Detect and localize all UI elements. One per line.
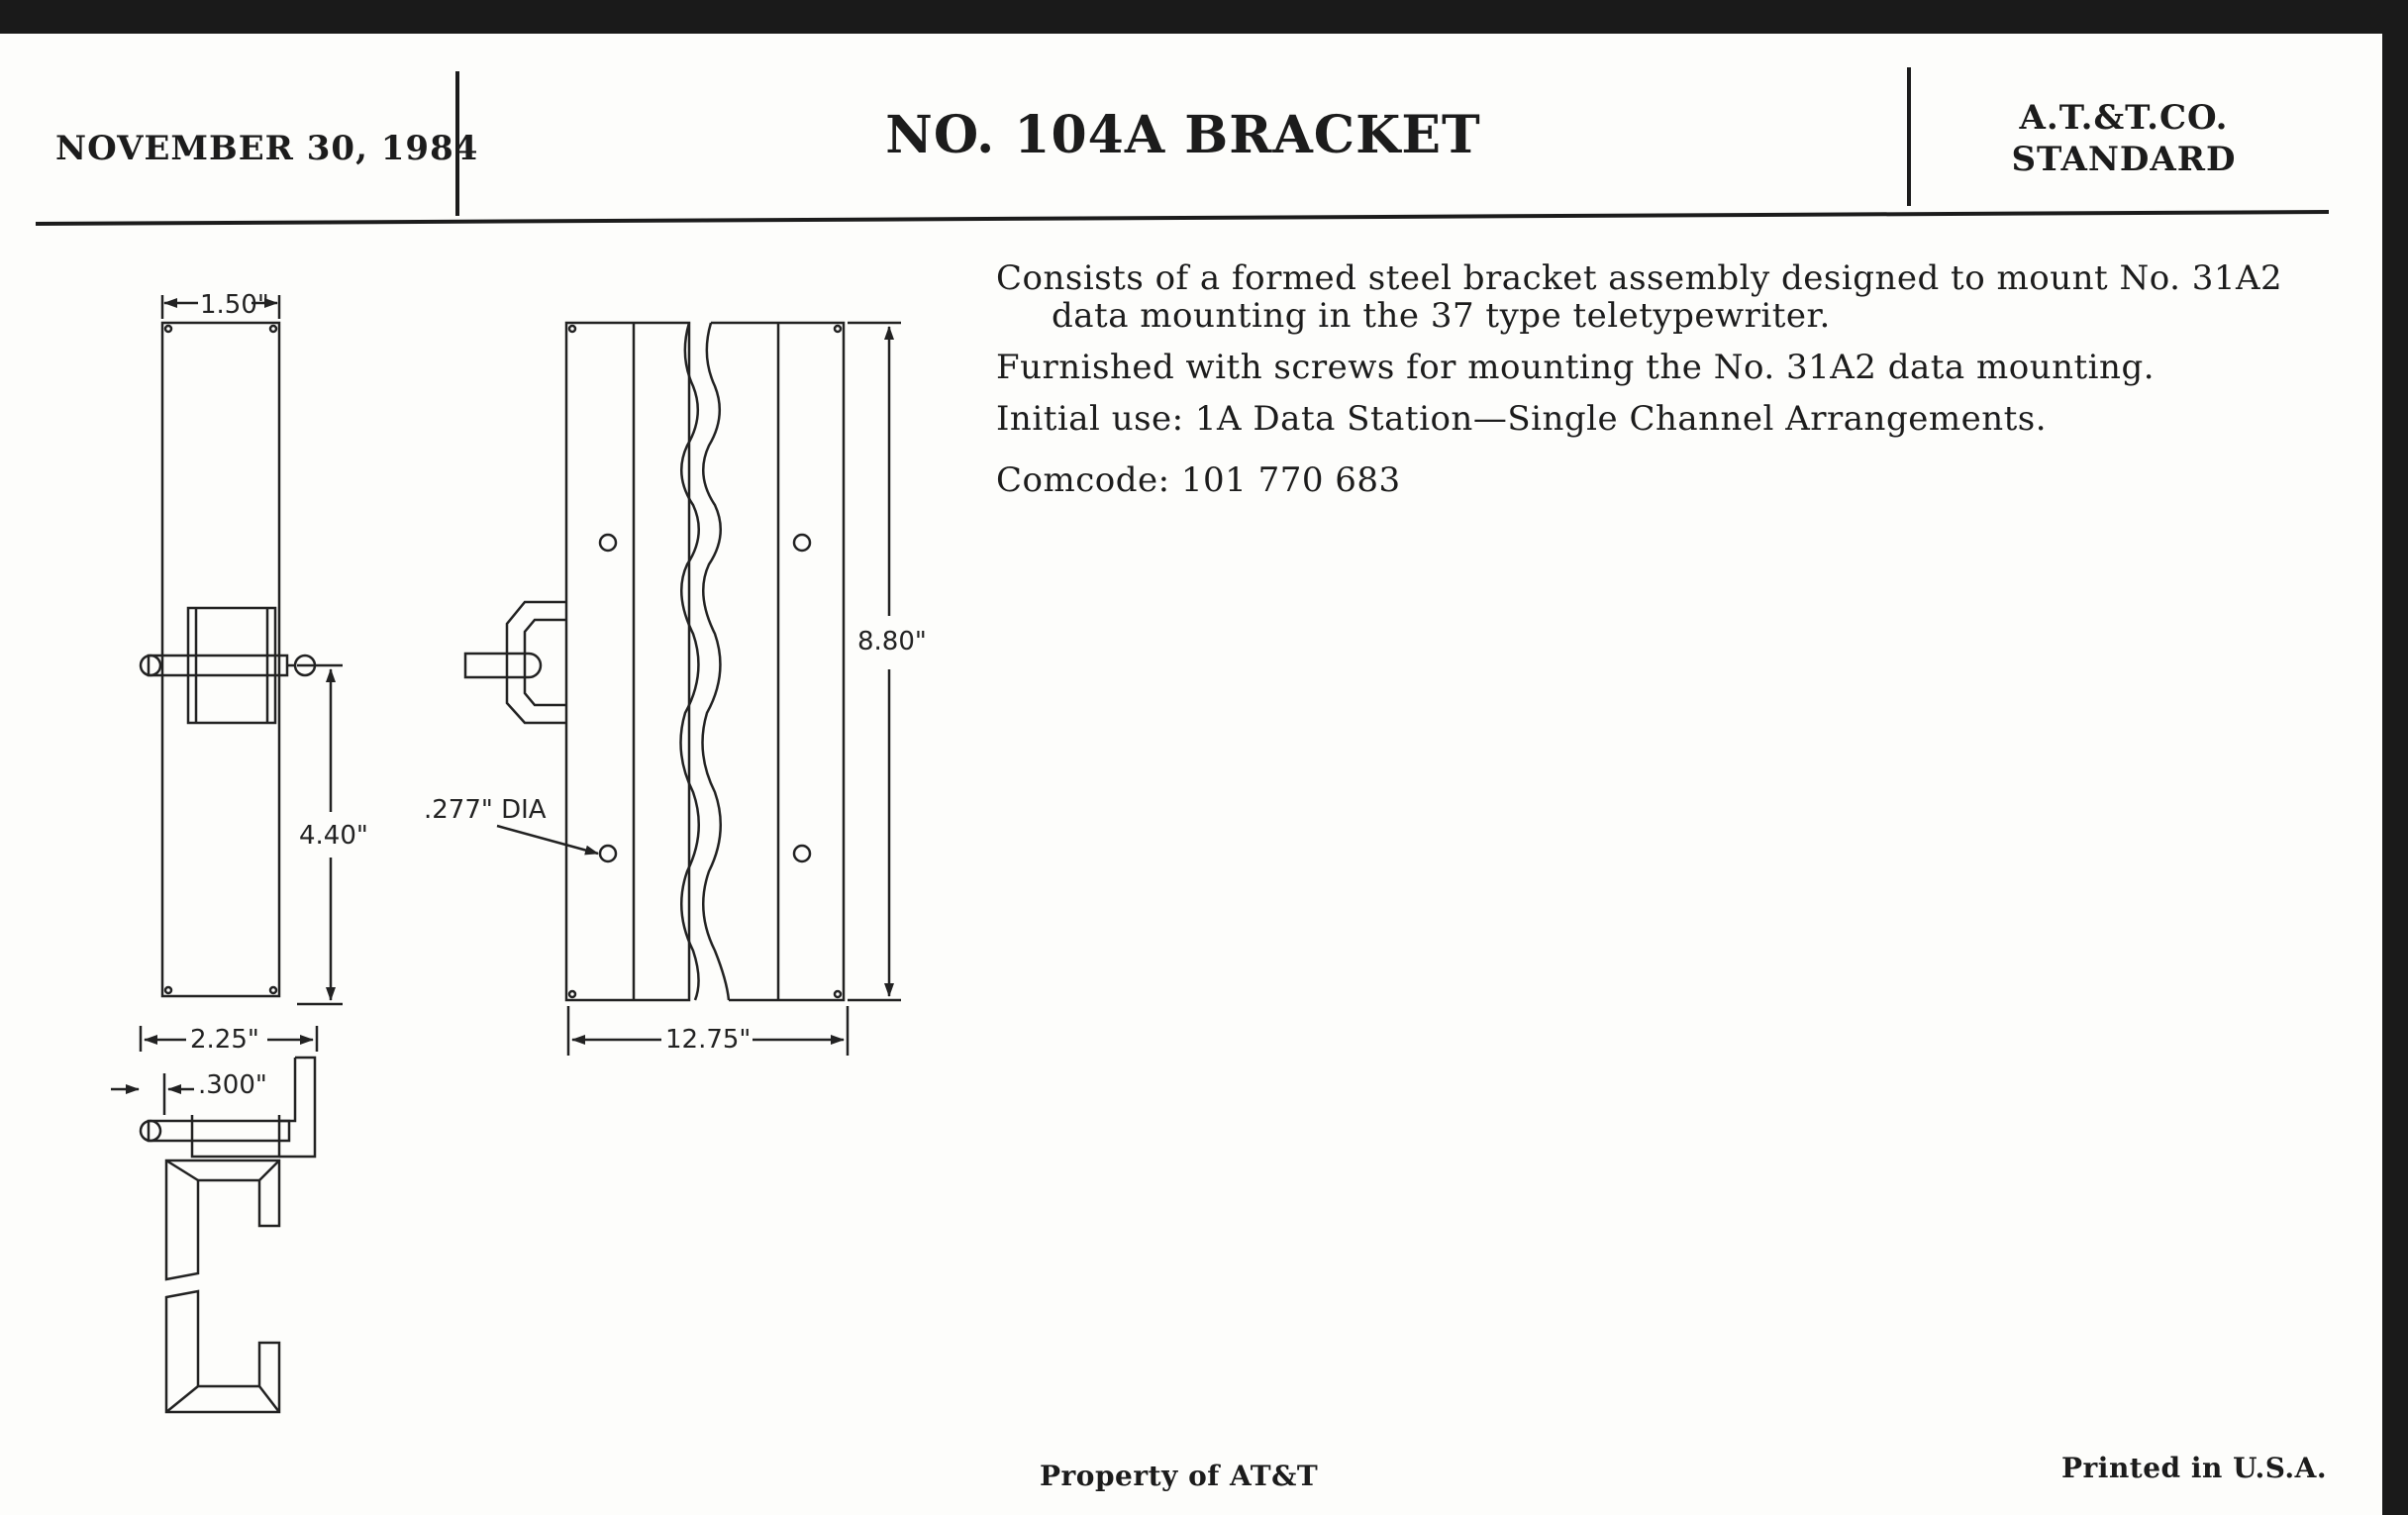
dim-height-total: 8.80" [857,627,927,656]
dim-offset-lines [111,1073,194,1115]
description-paragraph: Initial use: 1A Data Station—Single Channel Arrangements. [996,399,2048,439]
dim-height-total-lines [848,323,901,1000]
standard-mark [1911,97,2337,180]
standard-line2: STANDARD [2011,140,2237,179]
dim-offset: .300" [198,1070,267,1100]
standard-line1: A.T.&T.CO. [2019,98,2229,138]
comcode: Comcode: 101 770 683 [996,460,1401,500]
description-paragraph: Consists of a formed steel bracket assembly designed to mount No. 31A2 data mounting in the 37 type teletypewriter. [996,258,2283,336]
dim-length: 12.75" [665,1025,752,1055]
issue-date: NOVEMBER 30, 1984 [55,129,479,168]
document-title: NO. 104A BRACKET [885,105,1481,165]
dim-depth: 2.25" [190,1025,259,1055]
property-note: Property of AT&T [1040,1460,1319,1492]
dim-hole: .277" DIA [424,795,547,825]
dim-width-top: 1.50" [200,290,269,320]
dim-height-mid: 4.40" [299,821,368,851]
printed-note: Printed in U.S.A. [2061,1452,2328,1484]
dim-hole-leader [497,826,598,854]
bottom-view [141,1058,315,1412]
description-paragraph: Furnished with screws for mounting the No. 31A2 data mounting. [996,348,2156,387]
description [996,259,2343,513]
front-view [465,323,844,1000]
side-view [141,323,315,996]
header-rule [36,212,2329,224]
